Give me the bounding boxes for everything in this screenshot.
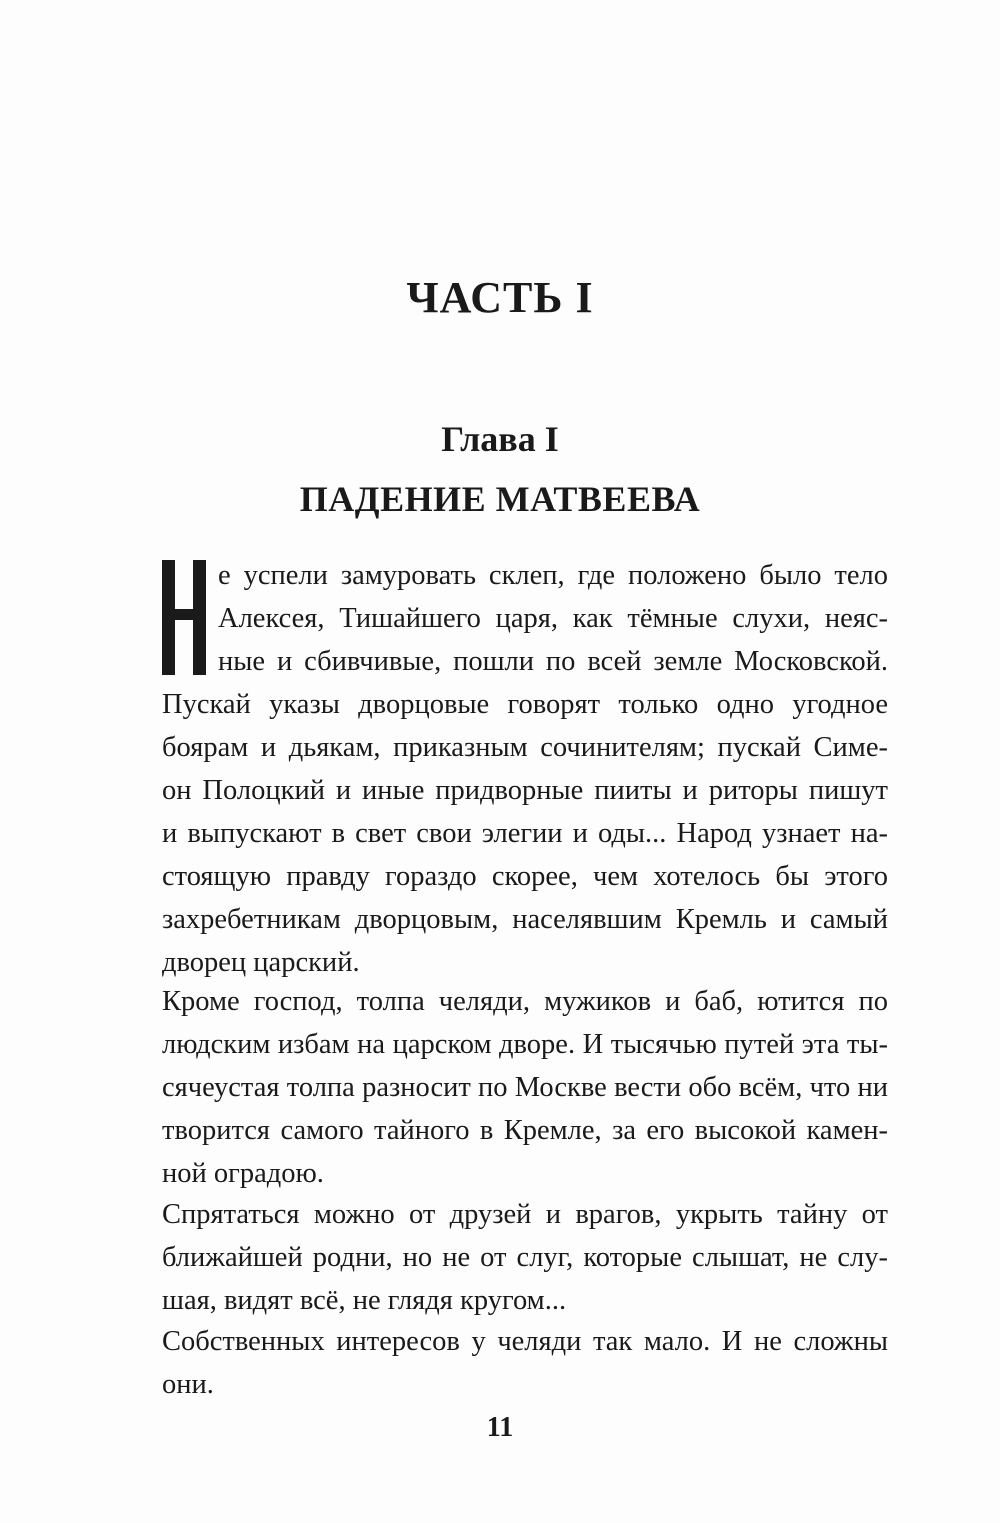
- paragraph-line: Пускай указы дворцовые говорят только одно угодное: [162, 689, 888, 720]
- first-paragraph-line: ные и сбивчивые, пошли по всей земле Московской.: [218, 646, 888, 677]
- paragraph-line: Спрятаться можно от друзей и врагов, укрыть тайну от: [162, 1199, 888, 1230]
- first-paragraph-line: Алексея, Тишайшего царя, как тёмные слухи, неяс-: [218, 603, 888, 634]
- page-number: 11: [486, 1412, 514, 1443]
- paragraph-line: ной оградою.: [162, 1158, 324, 1189]
- chapter-title: ПАДЕНИЕ МАТВЕЕВА: [299, 479, 701, 519]
- paragraph-line: ближайшей родни, но не от слуг, которые слышат, не слу-: [162, 1242, 888, 1273]
- paragraph-line: дворец царский.: [162, 947, 360, 978]
- paragraph-line: боярам и дьякам, приказным сочинителям; пускай Симе-: [162, 732, 888, 763]
- paragraph-line: они.: [162, 1369, 214, 1400]
- part-title: ЧАСТЬ I: [406, 273, 594, 322]
- paragraph-line: стоящую правду гораздо скорее, чем хотелось бы этого: [162, 861, 888, 892]
- first-paragraph-line: е успели замуровать склеп, где положено было тело: [218, 560, 888, 591]
- chapter-label: Глава I: [441, 419, 559, 459]
- paragraph-line: он Полоцкий и иные придворные пииты и риторы пишут: [162, 775, 888, 806]
- paragraph-2: [162, 980, 888, 1195]
- paragraph-line: и выпускают в свет свои элегии и оды... Народ узнает на-: [162, 818, 888, 849]
- drop-cap-letter: [160, 560, 208, 675]
- paragraph-line: сячеустая толпа разносит по Москве вести обо всём, что ни: [162, 1072, 888, 1103]
- paragraph-1: [162, 683, 888, 984]
- paragraph-line: творится самого тайного в Кремле, за его высокой камен-: [162, 1115, 888, 1146]
- paragraph-line: людским избам на царском дворе. И тысячью путей эта ты-: [162, 1029, 888, 1060]
- paragraph-line: Собственных интересов у челяди так мало. И не сложны: [162, 1326, 888, 1357]
- paragraph-line: Кроме господ, толпа челяди, мужиков и баб, ютится по: [162, 986, 888, 1017]
- paragraph-line: шая, видят всё, не глядя кругом...: [162, 1285, 567, 1316]
- first-paragraph: [218, 554, 888, 683]
- paragraph-3: [162, 1193, 888, 1322]
- drop-cap-text: Н: [160, 560, 161, 561]
- paragraph-4: [162, 1320, 888, 1406]
- paragraph-line: захребетникам дворцовым, населявшим Кремль и самый: [162, 904, 888, 935]
